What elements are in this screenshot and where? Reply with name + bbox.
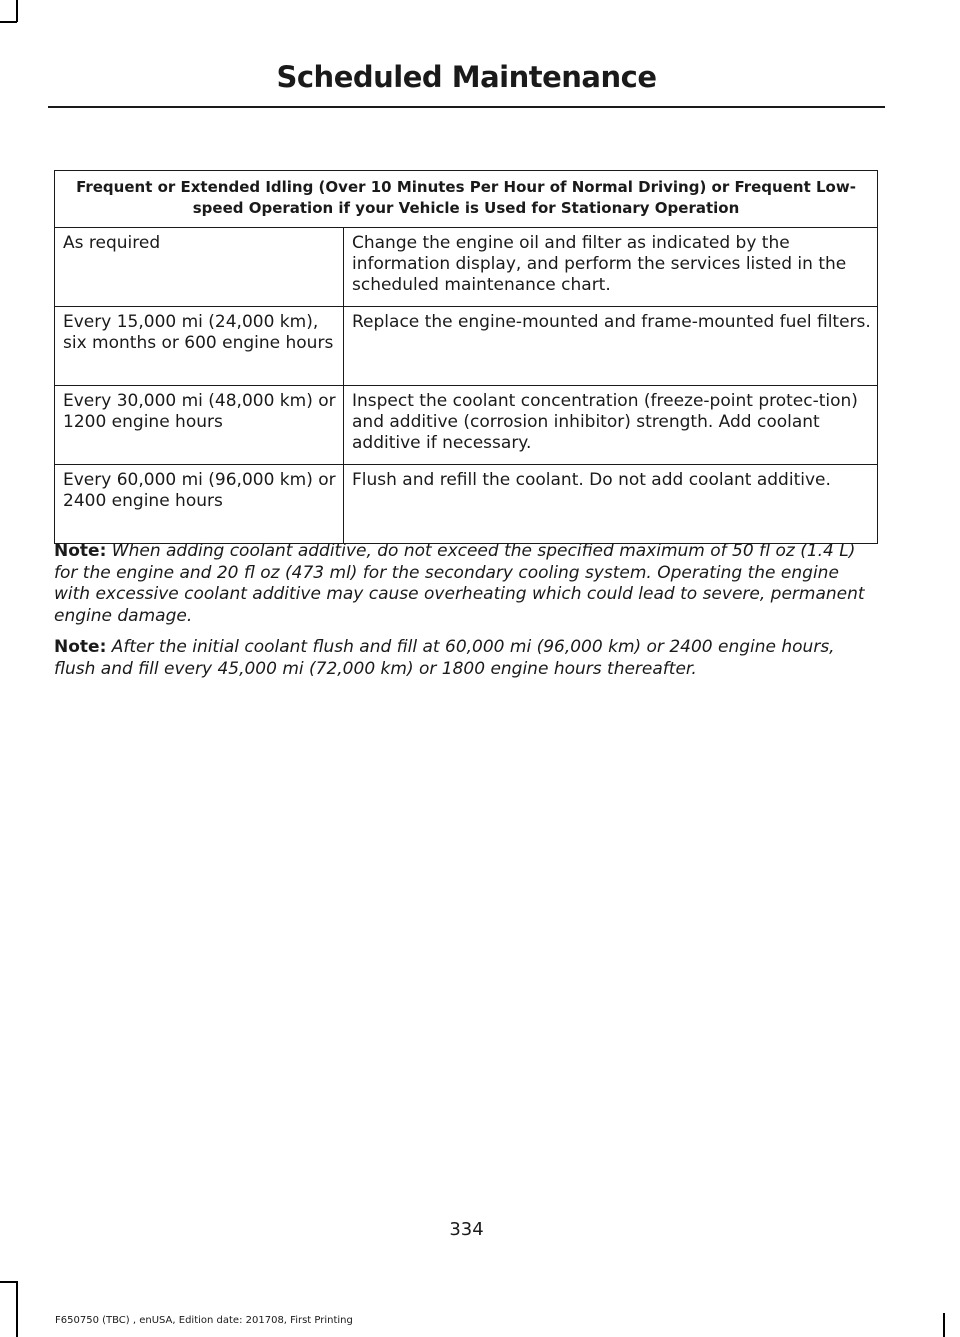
crop-mark-top-left-v [16, 0, 18, 22]
interval-cell: Every 30,000 mi (48,000 km) or 1200 engine hours [55, 386, 344, 465]
note-label: Note: [54, 637, 107, 657]
note-text: When adding coolant additive, do not exceed the specified maximum of 50 fl oz (1.4 L) for the engine and 20 fl oz (473 ml) for the secondary cooling system. Operating the engine with excessive coolant additive may cause overheating which could lead to severe, permanent engine damage. [54, 541, 865, 626]
crop-mark-bottom-left-v [16, 1281, 18, 1337]
interval-cell: As required [55, 228, 344, 307]
action-cell: Replace the engine-mounted and frame-mounted fuel filters. [344, 307, 878, 386]
action-cell: Change the engine oil and filter as indicated by the information display, and perform the services listed in the scheduled maintenance chart. [344, 228, 878, 307]
action-cell: Flush and refill the coolant. Do not add coolant additive. [344, 465, 878, 544]
note-text: After the initial coolant flush and fill at 60,000 mi (96,000 km) or 2400 engine hours, flush and fill every 45,000 mi (72,000 km) or 1800 engine hours thereafter. [54, 637, 835, 679]
table-row [55, 465, 878, 544]
table-heading: Frequent or Extended Idling (Over 10 Minutes Per Hour of Normal Driving) or Frequent Low-speed Operation if your Vehicle is Used for Stationary Operation [55, 171, 878, 228]
page-number: 334 [449, 1219, 484, 1240]
table-row [55, 307, 878, 386]
note-coolant-additive [54, 541, 878, 627]
interval-cell: Every 60,000 mi (96,000 km) or 2400 engine hours [55, 465, 344, 544]
notes-section [54, 541, 878, 690]
crop-mark-top-left-h [0, 21, 17, 23]
note-label: Note: [54, 541, 107, 561]
crop-mark-bottom-left-h [0, 1281, 17, 1283]
action-cell: Inspect the coolant concentration (freeze-point protec-tion) and additive (corrosion inhibitor) strength. Add coolant additive if necessary. [344, 386, 878, 465]
interval-cell: Every 15,000 mi (24,000 km), six months or 600 engine hours [55, 307, 344, 386]
table-header-row [55, 171, 878, 228]
crop-mark-bottom-right-v [943, 1313, 945, 1337]
footer-edition-info: F650750 (TBC) , enUSA, Edition date: 201708, First Printing [55, 1315, 353, 1326]
table-row [55, 386, 878, 465]
maintenance-table [54, 170, 878, 544]
note-coolant-flush [54, 637, 878, 680]
title-divider [48, 106, 885, 108]
table-row [55, 228, 878, 307]
page-title: Scheduled Maintenance [276, 60, 657, 94]
